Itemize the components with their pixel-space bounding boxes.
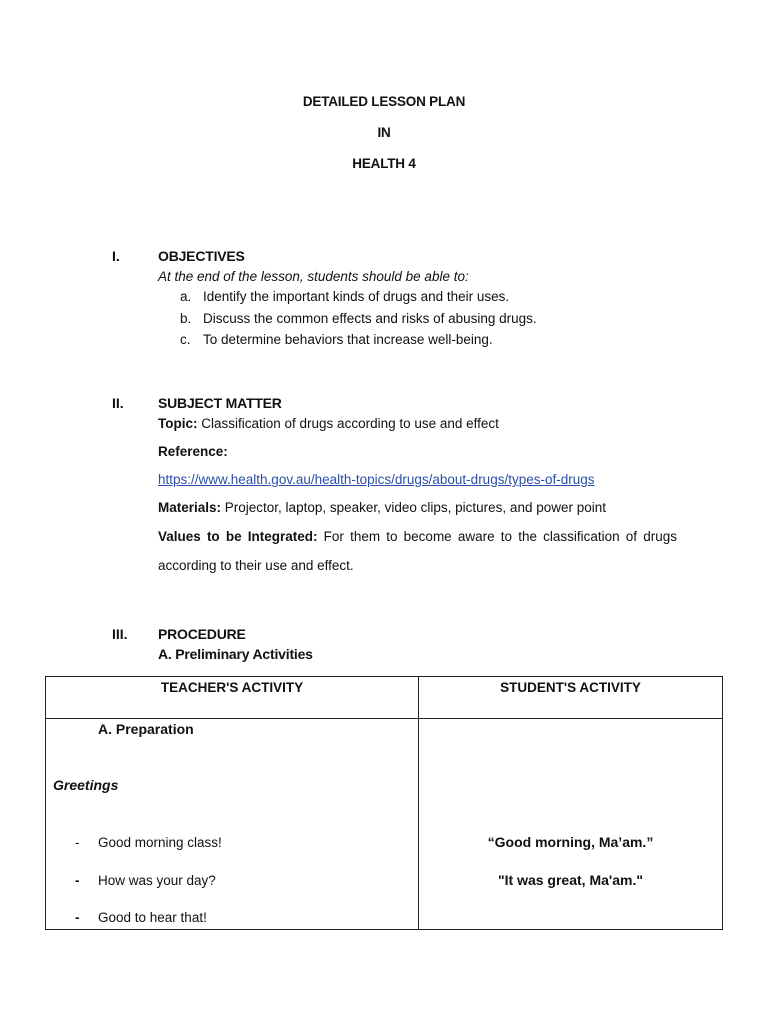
doc-title-line-3: HEALTH 4 bbox=[352, 156, 416, 171]
teacher-line-1: Good morning class! bbox=[98, 835, 222, 850]
teacher-dash-2: - bbox=[75, 873, 80, 888]
objective-text-c: To determine behaviors that increase well-being. bbox=[203, 332, 493, 347]
values-line-2: according to their use and effect. bbox=[158, 558, 354, 573]
student-activity-header: STUDENT'S ACTIVITY bbox=[419, 677, 723, 719]
teacher-line-3: Good to hear that! bbox=[98, 910, 207, 925]
objectives-intro: At the end of the lesson, students should be able to: bbox=[158, 269, 469, 284]
materials-value: Projector, laptop, speaker, video clips, pictures, and power point bbox=[221, 500, 606, 515]
preparation-heading: A. Preparation bbox=[98, 721, 194, 737]
reference-link[interactable]: https://www.health.gov.au/health-topics/drugs/about-drugs/types-of-drugs bbox=[158, 472, 595, 487]
objective-letter-a: a. bbox=[180, 289, 192, 304]
student-line-1: “Good morning, Ma’am.” bbox=[487, 834, 654, 850]
objective-text-a: Identify the important kinds of drugs and their uses. bbox=[203, 289, 510, 304]
topic-line bbox=[158, 416, 499, 431]
student-line-2: "It was great, Ma'am." bbox=[498, 872, 643, 888]
teacher-dash-1: - bbox=[75, 835, 80, 850]
teacher-activity-header: TEACHER'S ACTIVITY bbox=[46, 677, 419, 719]
greetings-heading: Greetings bbox=[53, 777, 119, 793]
activity-table bbox=[45, 676, 723, 930]
materials-line bbox=[158, 500, 606, 515]
objectives-heading: OBJECTIVES bbox=[158, 248, 245, 264]
procedure-number: III. bbox=[112, 626, 128, 642]
topic-value: Classification of drugs according to use and effect bbox=[197, 416, 499, 431]
reference-label: Reference: bbox=[158, 444, 228, 459]
procedure-heading: PROCEDURE bbox=[158, 626, 246, 642]
values-label: Values to be Integrated: bbox=[158, 529, 318, 544]
preliminary-activities-heading: A. Preliminary Activities bbox=[158, 646, 313, 662]
teacher-line-2: How was your day? bbox=[98, 873, 216, 888]
objective-text-b: Discuss the common effects and risks of abusing drugs. bbox=[203, 311, 537, 326]
student-activity-cell bbox=[419, 719, 723, 930]
teacher-activity-cell bbox=[46, 719, 419, 930]
subject-matter-heading: SUBJECT MATTER bbox=[158, 395, 282, 411]
materials-label: Materials: bbox=[158, 500, 222, 515]
doc-title-line-2: IN bbox=[377, 125, 391, 140]
reference-line bbox=[158, 444, 228, 459]
topic-label: Topic: bbox=[158, 416, 198, 431]
reference-url-line bbox=[158, 472, 595, 487]
values-line-1 bbox=[158, 529, 677, 544]
objective-letter-b: b. bbox=[180, 311, 192, 326]
values-value: For them to become aware to the classification of drugs bbox=[317, 529, 677, 544]
objective-letter-c: c. bbox=[180, 332, 191, 347]
doc-title-line-1: DETAILED LESSON PLAN bbox=[302, 94, 466, 109]
teacher-dash-3: - bbox=[75, 910, 80, 925]
subject-matter-number: II. bbox=[112, 395, 124, 411]
objectives-number: I. bbox=[112, 248, 120, 264]
